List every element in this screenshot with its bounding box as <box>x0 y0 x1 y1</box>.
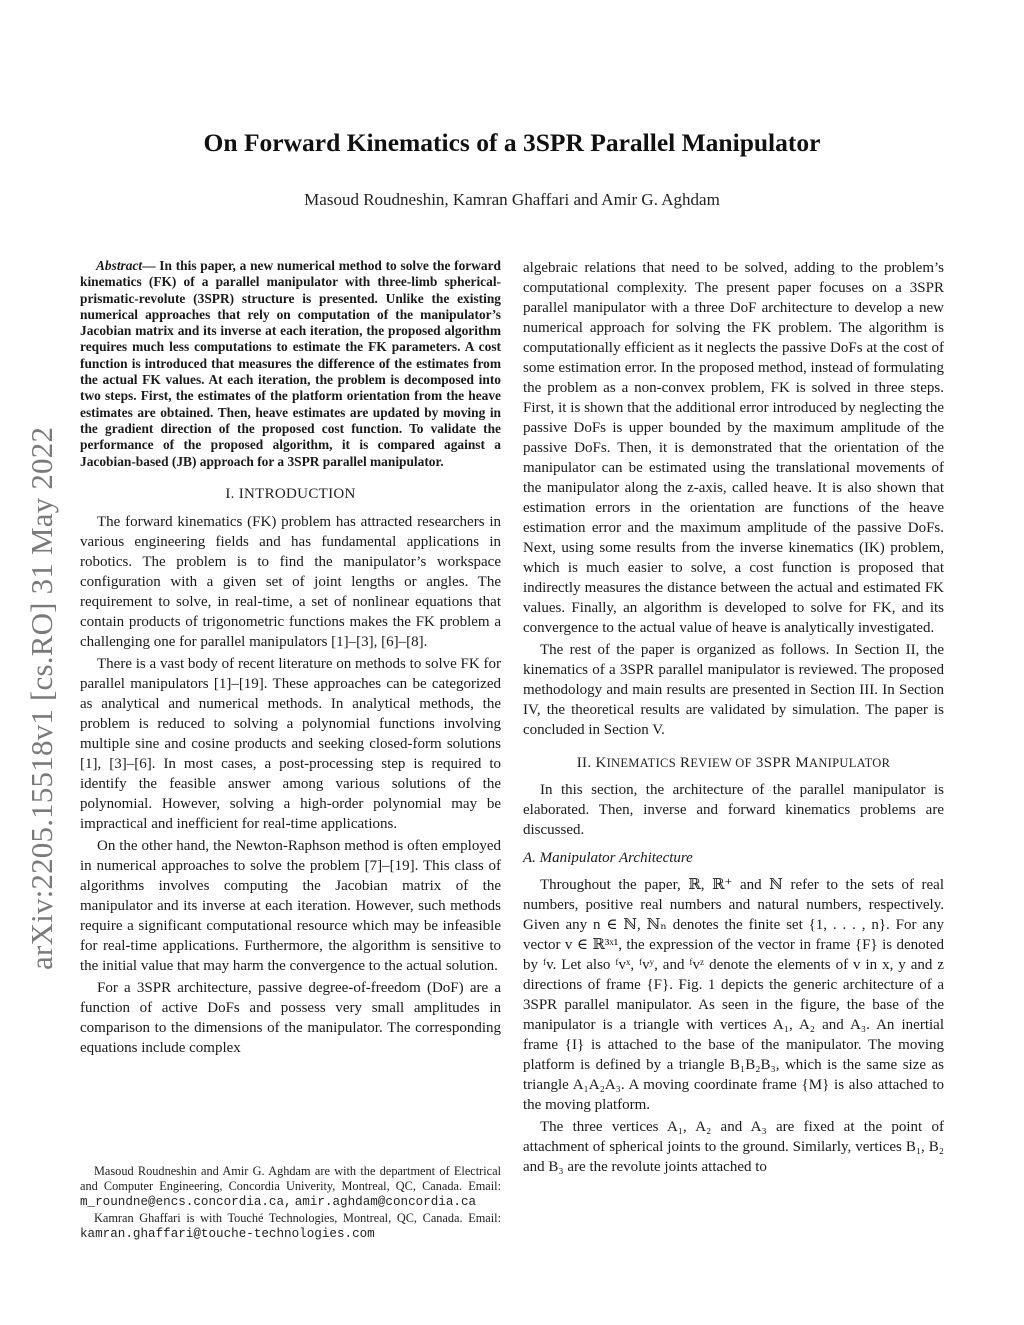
intro-paragraph-4: For a 3SPR architecture, passive degree-of-freedom (DoF) are a function of active DoFs and possess very small amplitudes in comparison to the dimensions of the manipulator. The corresponding equations include complex <box>80 979 501 1056</box>
email-link-ghaffari[interactable]: kamran.ghaffari@touche-technologies.com <box>80 1226 375 1241</box>
intro-continuation-2: The rest of the paper is organized as follows. In Section II, the kinematics of a 3SPR parallel manipulator is reviewed. The proposed methodology and main results are presented in Section III. In Section IV, the theoretical results are validated by simulation. The paper is concluded in Section V. <box>523 642 944 738</box>
author-list: Masoud Roudneshin, Kamran Ghaffari and Amir G. Aghdam <box>304 190 720 209</box>
paper-title: On Forward Kinematics of a 3SPR Parallel Manipulator <box>203 128 821 157</box>
footnotes <box>80 1164 501 1242</box>
architecture-paragraph-1: Throughout the paper, ℝ, ℝ⁺ and ℕ refer to the sets of real numbers, positive real numbers and natural numbers, respectively. Given any n ∈ ℕ, ℕₙ denotes the finite set {1, . . . , n}. For any vector v ∈ ℝ³ˣ¹, the expression of the vector in frame {F} is denoted by ᶠv. Let also ᶠvˣ, ᶠvʸ, and ᶠvᶻ denote the elements of v in x, y and z directions of frame {F}. Fig. 1 depicts the generic architecture of a 3SPR parallel manipulator. As seen in the figure, the base of the manipulator is a triangle with vertices A₁, A₂ and A₃. An inertial frame {I} is attached to the base of the manipulator. The moving platform is defined by a triangle B₁B₂B₃, which is the same size as triangle A₁A₂A₃. A moving coordinate frame {M} is also attached to the moving platform. <box>523 877 944 1113</box>
abstract-label: Abstract <box>96 258 143 273</box>
footnote-1-text: Masoud Roudneshin and Amir G. Aghdam are with the department of Electrical and Computer Engineering, Concordia Univerity, Montreal, QC, Canada. Email: <box>80 1164 501 1194</box>
intro-paragraph-2: There is a vast body of recent literature on methods to solve FK for parallel manipulators [1]–[19]. These approaches can be categorized as analytical and numerical methods. In analytical methods, the problem is reduced to solving a polynomial functions involving multiple sine and cosine products and seeking closed-form solutions [1], [3]–[6]. In most cases, a post-processing step is required to identify the feasible answer among various solutions of the polynomial. However, solving a high-order polynomial may be impractical and inefficient for real-time applications. <box>80 655 501 832</box>
arxiv-stamp: arXiv:2205.15518v1 [cs.RO] 31 May 2022 <box>24 426 59 970</box>
heading-part: R <box>675 755 691 771</box>
heading-part: II. K <box>576 755 607 771</box>
section-heading-kinematics-review <box>523 755 944 772</box>
footnote-affiliation-1 <box>80 1164 501 1211</box>
intro-continuation-1: algebraic relations that need to be solved, adding to the problem’s computational complexity. The present paper focuses on a 3SPR parallel manipulator with a three DoF architecture to develop a new numerical approach for solving the FK problem. The algorithm is computationally efficient as it neglects the passive DoFs at the cost of some estimation error. In the proposed method, instead of formulating the problem as a non-convex problem, FK is solved in three steps. First, it is shown that the additional error introduced by neglecting the passive DoFs is upper bounded by the maximum amplitude of the passive DoFs. Then, it is demonstrated that the orientation of the manipulator can be estimated using the translational movements of the manipulator along the z-axis, called heave. It is also shown that estimation errors in the orientation are functions of the heave estimation error and the maximum amplitude of the passive DoFs. Next, using some results from the inverse kinematics (IK) problem, which is much easier to solve, a cost function is proposed that indirectly measures the distance between the actual and estimated FK values. Finally, an algorithm is developed to solve for FK, and its convergence to the actual value of heave is analytically investigated. <box>523 260 944 636</box>
heading-part: INEMATICS <box>606 756 676 770</box>
footnote-affiliation-2 <box>80 1211 501 1242</box>
email-link-aghdam[interactable]: amir.aghdam@concordia.ca <box>294 1195 477 1210</box>
intro-paragraph-1: The forward kinematics (FK) problem has attracted researchers in various engineering fields and has fundamental applications in robotics. The problem is to find the manipulator’s workspace configuration with a given set of joint lengths or angles. The requirement to solve, in real-time, a set of nonlinear equations that contain products of trigonometric functions makes the FK problem a challenging one for parallel manipulators [1]–[3], [6]–[8]. <box>80 513 501 650</box>
intro-paragraph-3: On the other hand, the Newton-Raphson method is often employed in numerical approaches to solve the problem [7]–[19]. This class of algorithms involves computing the Jacobian matrix of the manipulator and its inverse at each iteration. However, such methods require a significant computational resource which may be infeasible for real-time applications. Furthermore, the algorithm is sensitive to the initial value that may harm the convergence to the actual solution. <box>80 837 501 974</box>
right-column <box>523 258 944 1179</box>
subsection-heading-architecture: A. Manipulator Architecture <box>523 850 693 866</box>
section-heading-introduction: I. INTRODUCTION <box>225 485 356 502</box>
left-column <box>80 258 501 1060</box>
architecture-paragraph-2: The three vertices A₁, A₂ and A₃ are fixed at the point of attachment of spherical joints to the ground. Similarly, vertices B₁, B₂ and B₃ are the revolute joints attached to <box>523 1119 944 1175</box>
heading-part: EVIEW OF <box>690 756 752 770</box>
section2-intro: In this section, the architecture of the parallel manipulator is elaborated. Then, inverse and forward kinematics problems are discussed. <box>523 782 944 838</box>
heading-part: ANIPULATOR <box>809 756 891 770</box>
email-link-roudneshin[interactable]: m_roundne@encs.concordia.ca, <box>80 1195 292 1210</box>
footnote-2-text: Kamran Ghaffari is with Touché Technologies, Montreal, QC, Canada. Email: <box>94 1210 501 1225</box>
abstract: Abstract— In this paper, a new numerical method to solve the forward kinematics (FK) of a parallel manipulator with three-limb spherical-prismatic-revolute (3SPR) structure is presented. Unlike the existing numerical approaches that rely on computation of the manipulator’s Jacobian matrix and its inverse at each iteration, the proposed algorithm requires much less computations to estimate the FK parameters. A cost function is introduced that measures the difference of the estimates from the actual FK values. At each iteration, the problem is decomposed into two steps. First, the estimates of the platform orientation from the heave estimates are obtained. Then, heave estimates are updated by moving in the gradient direction of the proposed cost function. To validate the performance of the proposed algorithm, it is compared against a Jacobian-based (JB) approach for a 3SPR parallel manipulator. <box>80 258 501 469</box>
heading-part: 3SPR M <box>751 755 809 771</box>
abstract-text: In this paper, a new numerical method to solve the forward kinematics (FK) of a parallel manipulator with three-limb spherical-prismatic-revolute (3SPR) structure is presented. Unlike the existing numerical approaches that rely on computation of the manipulator’s Jacobian matrix and its inverse at each iteration, the proposed algorithm requires much less computations to estimate the FK parameters. A cost function is introduced that measures the difference of the estimates from the actual FK values. At each iteration, the problem is decomposed into two steps. First, the estimates of the platform orientation from the heave estimates are obtained. Then, heave estimates are updated by moving in the gradient direction of the proposed cost function. To validate the performance of the proposed algorithm, it is compared against a Jacobian-based (JB) approach for a 3SPR parallel manipulator. <box>80 258 501 469</box>
